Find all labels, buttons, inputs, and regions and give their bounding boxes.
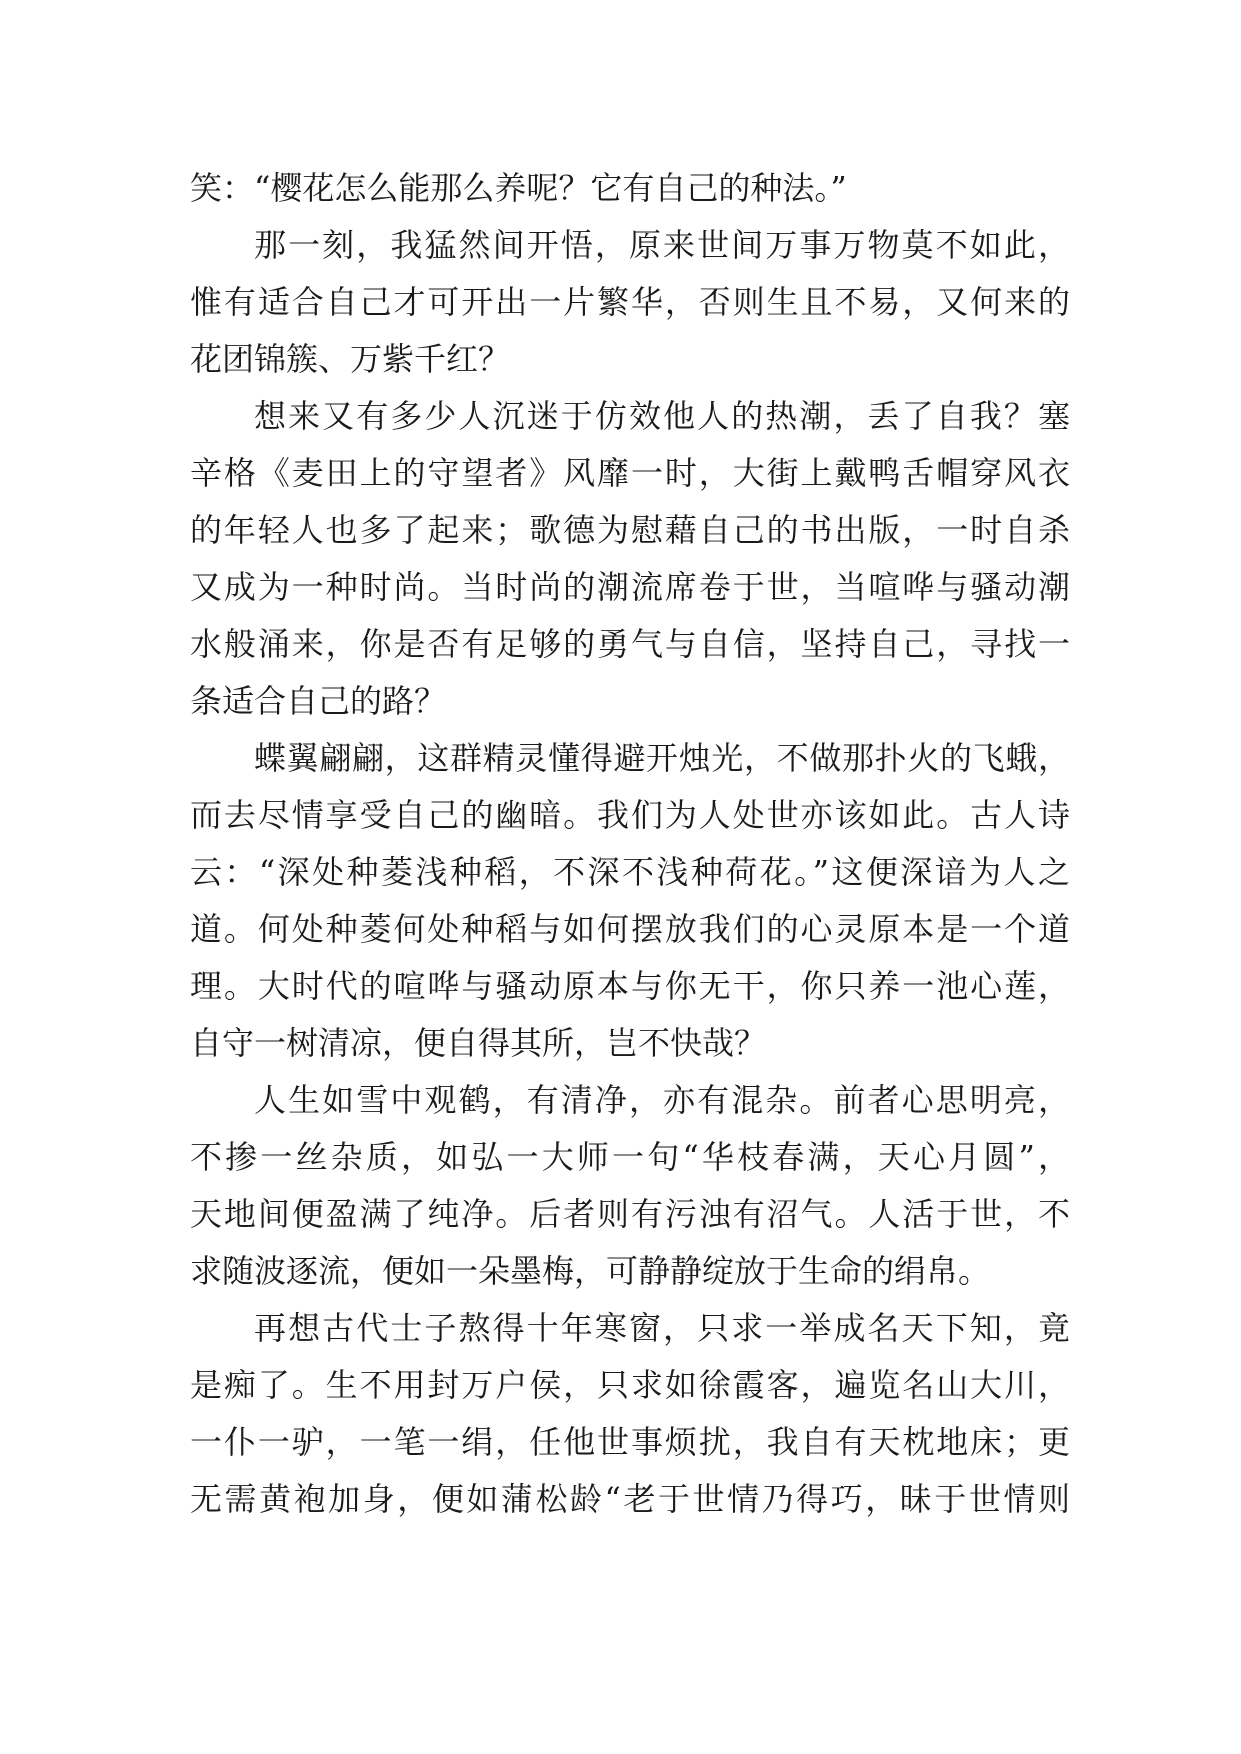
text-line: 是痴了。生不用封万户侯，只求如徐霞客，遍览名山大川， xyxy=(190,1366,1070,1404)
text-line: 不掺一丝杂质，如弘一大师一句“华枝春满，天心月圆”， xyxy=(190,1138,1070,1176)
text-line: 那一刻，我猛然间开悟，原来世间万事万物莫不如此， xyxy=(254,226,1070,264)
text-line: 水般涌来，你是否有足够的勇气与自信，坚持自己，寻找一 xyxy=(190,625,1070,663)
text-line: 的年轻人也多了起来；歌德为慰藉自己的书出版，一时自杀 xyxy=(190,511,1070,549)
text-line: 花团锦簇、万紫千红？ xyxy=(190,340,511,378)
text-line: 求随波逐流，便如一朵墨梅，可静静绽放于生命的绢帛。 xyxy=(190,1252,991,1290)
body-text xyxy=(190,160,1070,1528)
text-line: 云：“深处种菱浅种稻，不深不浅种荷花。”这便深谙为人之 xyxy=(190,853,1070,891)
text-line: 条适合自己的路？ xyxy=(190,682,447,720)
text-line: 又成为一种时尚。当时尚的潮流席卷于世，当喧哗与骚动潮 xyxy=(190,568,1070,606)
text-line: 想来又有多少人沉迷于仿效他人的热潮，丢了自我？塞 xyxy=(254,397,1070,435)
text-line: 笑：“樱花怎么能那么养呢？它有自己的种法。” xyxy=(190,169,847,207)
text-line: 再想古代士子熬得十年寒窗，只求一举成名天下知，竟 xyxy=(254,1309,1070,1347)
text-line: 一仆一驴，一笔一绢，任他世事烦扰，我自有天枕地床；更 xyxy=(190,1423,1070,1461)
text-line: 道。何处种菱何处种稻与如何摆放我们的心灵原本是一个道 xyxy=(190,910,1070,948)
text-line: 无需黄袍加身，便如蒲松龄“老于世情乃得巧，昧于世情则 xyxy=(190,1480,1070,1518)
text-line: 理。大时代的喧哗与骚动原本与你无干，你只养一池心莲， xyxy=(190,967,1070,1005)
text-line: 蝶翼翩翩，这群精灵懂得避开烛光，不做那扑火的飞蛾， xyxy=(254,739,1070,777)
text-line: 惟有适合自己才可开出一片繁华，否则生且不易，又何来的 xyxy=(190,283,1070,321)
text-line: 自守一树清凉，便自得其所，岂不快哉？ xyxy=(190,1024,767,1062)
text-line: 而去尽情享受自己的幽暗。我们为人处世亦该如此。古人诗 xyxy=(190,796,1070,834)
text-line: 人生如雪中观鹤，有清净，亦有混杂。前者心思明亮， xyxy=(254,1081,1070,1119)
text-line: 天地间便盈满了纯净。后者则有污浊有沼气。人活于世，不 xyxy=(190,1195,1070,1233)
text-line: 辛格《麦田上的守望者》风靡一时，大街上戴鸭舌帽穿风衣 xyxy=(190,454,1070,492)
